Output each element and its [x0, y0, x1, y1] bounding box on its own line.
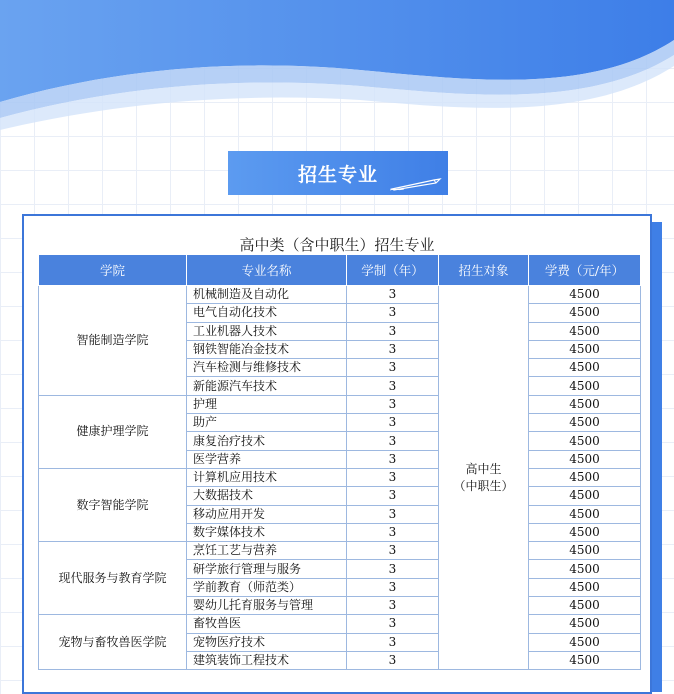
- fee-cell: 4500: [529, 304, 641, 322]
- fee-cell: 4500: [529, 450, 641, 468]
- fee-cell: 4500: [529, 377, 641, 395]
- college-cell: 数字智能学院: [39, 468, 187, 541]
- years-cell: 3: [347, 377, 439, 395]
- major-cell: 学前教育（师范类）: [187, 578, 347, 596]
- fee-cell: 4500: [529, 359, 641, 377]
- header-target: 招生对象: [439, 255, 529, 286]
- years-cell: 3: [347, 322, 439, 340]
- years-cell: 3: [347, 578, 439, 596]
- years-cell: 3: [347, 304, 439, 322]
- fee-cell: 4500: [529, 523, 641, 541]
- college-cell: 健康护理学院: [39, 395, 187, 468]
- major-cell: 烹饪工艺与营养: [187, 542, 347, 560]
- years-cell: 3: [347, 487, 439, 505]
- fee-cell: 4500: [529, 578, 641, 596]
- fee-cell: 4500: [529, 395, 641, 413]
- target-line-2: （中职生）: [453, 478, 514, 493]
- table-row: [39, 615, 641, 633]
- years-cell: 3: [347, 651, 439, 669]
- major-cell: 数字媒体技术: [187, 523, 347, 541]
- major-cell: 研学旅行管理与服务: [187, 560, 347, 578]
- years-cell: 3: [347, 286, 439, 304]
- fee-cell: 4500: [529, 322, 641, 340]
- section-banner-title: 招生专业: [297, 163, 378, 186]
- major-cell: 钢铁智能冶金技术: [187, 340, 347, 358]
- years-cell: 3: [347, 359, 439, 377]
- major-cell: 婴幼儿托育服务与管理: [187, 597, 347, 615]
- major-cell: 畜牧兽医: [187, 615, 347, 633]
- fee-cell: 4500: [529, 468, 641, 486]
- fee-cell: 4500: [529, 651, 641, 669]
- years-cell: 3: [347, 468, 439, 486]
- table-row: [39, 286, 641, 304]
- fee-cell: 4500: [529, 487, 641, 505]
- years-cell: 3: [347, 395, 439, 413]
- years-cell: 3: [347, 542, 439, 560]
- fee-cell: 4500: [529, 505, 641, 523]
- header-college: 学院: [39, 255, 187, 286]
- years-cell: 3: [347, 432, 439, 450]
- section-banner: [228, 151, 448, 195]
- header-major: 专业名称: [187, 255, 347, 286]
- header-years: 学制（年）: [347, 255, 439, 286]
- fee-cell: 4500: [529, 560, 641, 578]
- years-cell: 3: [347, 633, 439, 651]
- major-cell: 大数据技术: [187, 487, 347, 505]
- years-cell: 3: [347, 597, 439, 615]
- fee-cell: 4500: [529, 633, 641, 651]
- major-cell: 新能源汽车技术: [187, 377, 347, 395]
- majors-table: [38, 254, 641, 670]
- target-line-1: 高中生: [465, 461, 502, 476]
- fee-cell: 4500: [529, 597, 641, 615]
- college-cell: 智能制造学院: [39, 286, 187, 396]
- fee-cell: 4500: [529, 414, 641, 432]
- table-row: [39, 468, 641, 486]
- target-cell: [439, 286, 529, 670]
- major-cell: 医学营养: [187, 450, 347, 468]
- majors-card: [22, 214, 652, 694]
- major-cell: 移动应用开发: [187, 505, 347, 523]
- college-cell: 宠物与畜牧兽医学院: [39, 615, 187, 670]
- fee-cell: 4500: [529, 542, 641, 560]
- fee-cell: 4500: [529, 286, 641, 304]
- header-fee: 学费（元/年）: [529, 255, 641, 286]
- major-cell: 机械制造及自动化: [187, 286, 347, 304]
- table-row: [39, 395, 641, 413]
- major-cell: 助产: [187, 414, 347, 432]
- years-cell: 3: [347, 450, 439, 468]
- college-cell: 现代服务与教育学院: [39, 542, 187, 615]
- years-cell: 3: [347, 560, 439, 578]
- years-cell: 3: [347, 505, 439, 523]
- years-cell: 3: [347, 414, 439, 432]
- table-row: [39, 542, 641, 560]
- years-cell: 3: [347, 340, 439, 358]
- major-cell: 护理: [187, 395, 347, 413]
- pen-icon: [390, 177, 444, 191]
- fee-cell: 4500: [529, 432, 641, 450]
- major-cell: 宠物医疗技术: [187, 633, 347, 651]
- major-cell: 计算机应用技术: [187, 468, 347, 486]
- major-cell: 电气自动化技术: [187, 304, 347, 322]
- major-cell: 工业机器人技术: [187, 322, 347, 340]
- card-title: 高中类（含中职生）招生专业: [239, 236, 435, 254]
- major-cell: 康复治疗技术: [187, 432, 347, 450]
- table-header-row: [39, 255, 641, 286]
- major-cell: 建筑装饰工程技术: [187, 651, 347, 669]
- fee-cell: 4500: [529, 615, 641, 633]
- header-wave-decoration: [0, 0, 674, 150]
- fee-cell: 4500: [529, 340, 641, 358]
- major-cell: 汽车检测与维修技术: [187, 359, 347, 377]
- years-cell: 3: [347, 615, 439, 633]
- years-cell: 3: [347, 523, 439, 541]
